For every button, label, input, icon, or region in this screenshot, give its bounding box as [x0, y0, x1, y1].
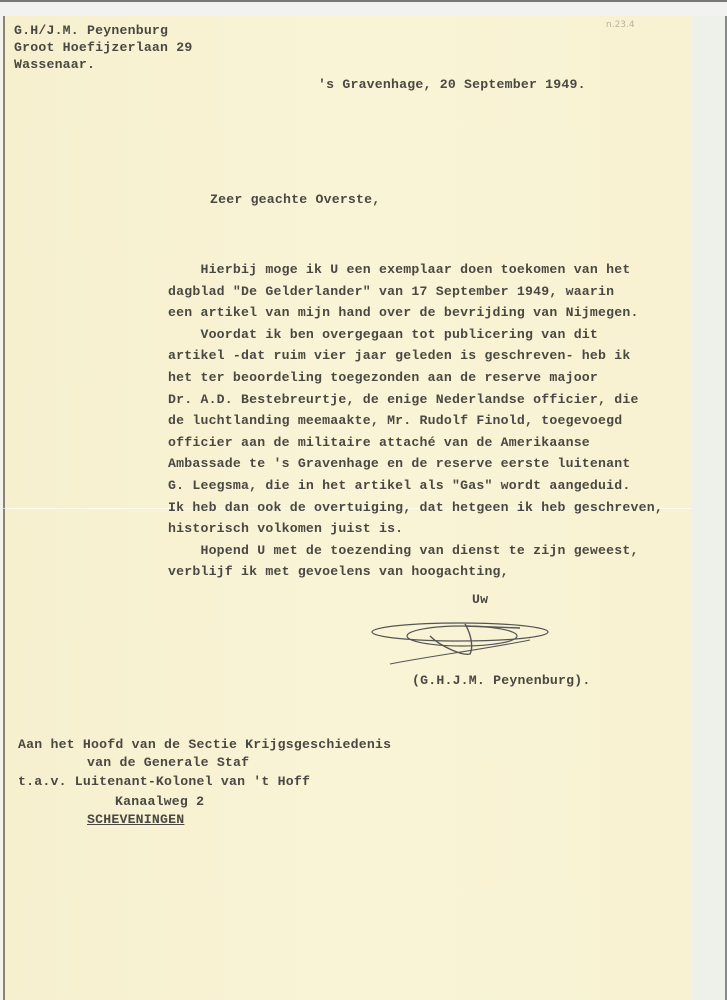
handwritten-signature	[370, 612, 560, 672]
archive-number: n.23.4	[606, 20, 635, 30]
body-line: Ik heb dan ook de overtuiging, dat hetgeen ik heb geschreven,	[168, 499, 663, 515]
body-line: historisch volkomen juist is.	[168, 521, 404, 537]
body-line: Ambassade te 's Gravenhage en de reserve eerste luitenant	[168, 456, 631, 472]
place-date: 's Gravenhage, 20 September 1949.	[318, 77, 586, 92]
recipient-street: Kanaalweg 2	[115, 794, 205, 809]
body-line: de luchtlanding meemaakte, Mr. Rudolf Finold, toegevoegd	[168, 413, 623, 429]
sender-city: Wassenaar.	[14, 57, 96, 72]
body-line: artikel -dat ruim vier jaar geleden is geschreven- heb ik	[168, 348, 631, 364]
recipient-city: SCHEVENINGEN	[87, 812, 185, 827]
closing: Uw	[472, 592, 489, 607]
body-line: officier aan de militaire attaché van de Amerikaanse	[168, 434, 590, 450]
body-line: verblijf ik met gevoelens van hoogachting,	[168, 564, 509, 580]
body-line: Hopend U met de toezending van dienst te zijn geweest,	[168, 542, 639, 558]
body-line: Voordat ik ben overgegaan tot publicering van dit	[168, 326, 599, 342]
body-line: een artikel van mijn hand over de bevrijding van Nijmegen.	[168, 305, 639, 321]
recipient-line1: Aan het Hoofd van de Sectie Krijgsgeschiedenis	[18, 737, 392, 752]
body-line: Dr. A.D. Bestebreurtje, de enige Nederlandse officier, die	[168, 391, 639, 407]
sender-street: Groot Hoefijzerlaan 29	[14, 40, 193, 55]
recipient-line2: van de Generale Staf	[87, 755, 250, 770]
body-line: het ter beoordeling toegezonden aan de reserve majoor	[168, 370, 599, 385]
sender-name: G.H/J.M. Peynenburg	[14, 23, 169, 38]
scan-right-edge	[691, 16, 727, 1000]
salutation: Zeer geachte Overste,	[210, 192, 381, 207]
body-line: dagblad "De Gelderlander" van 17 September 1949, waarin	[168, 283, 615, 299]
recipient-line3: t.a.v. Luitenant-Kolonel van 't Hoff	[18, 774, 311, 789]
body-line: Hierbij moge ik U een exemplaar doen toekomen van het	[168, 262, 631, 277]
body-line: G. Leegsma, die in het artikel als "Gas" wordt aangeduid.	[168, 478, 631, 493]
typed-signature-name: (G.H.J.M. Peynenburg).	[412, 673, 591, 688]
